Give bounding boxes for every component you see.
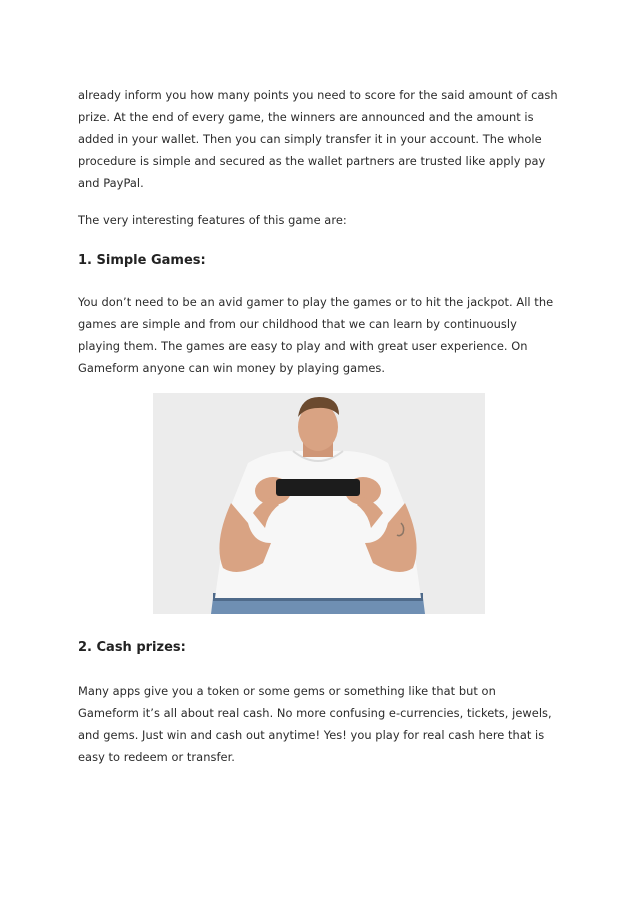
- page-content: [78, 84, 560, 379]
- features-intro: The very interesting features of this game are:: [78, 213, 347, 227]
- man-playing-phone-photo: [153, 393, 485, 614]
- section-body-simple-games: You don’t need to be an avid gamer to play the games or to hit the jackpot. All the games are simple and from our childhood that we can learn by continuously playing them. The games are easy to play and with great user experience. On Gameform anyone can win money by playing games.: [78, 295, 554, 375]
- section-body-cash-prizes: Many apps give you a token or some gems or something like that but on Gameform it’s all about real cash. No more confusing e-currencies, tickets, jewels, and gems. Just win and cash out anytime! Yes! you play for real cash here that is easy to redeem or transfer.: [78, 684, 552, 764]
- section-cash-prizes: [78, 637, 560, 768]
- section-heading-cash-prizes: 2. Cash prizes:: [78, 640, 186, 655]
- section-heading-simple-games: 1. Simple Games:: [78, 253, 206, 268]
- intro-paragraph: already inform you how many points you need to score for the said amount of cash prize. At the end of every game, the winners are announced and the amount is added in your wallet. Then you can simply transfer it in your account. The whole procedure is simple and secured as the wallet partners are trusted like apply pay and PayPal.: [78, 88, 558, 190]
